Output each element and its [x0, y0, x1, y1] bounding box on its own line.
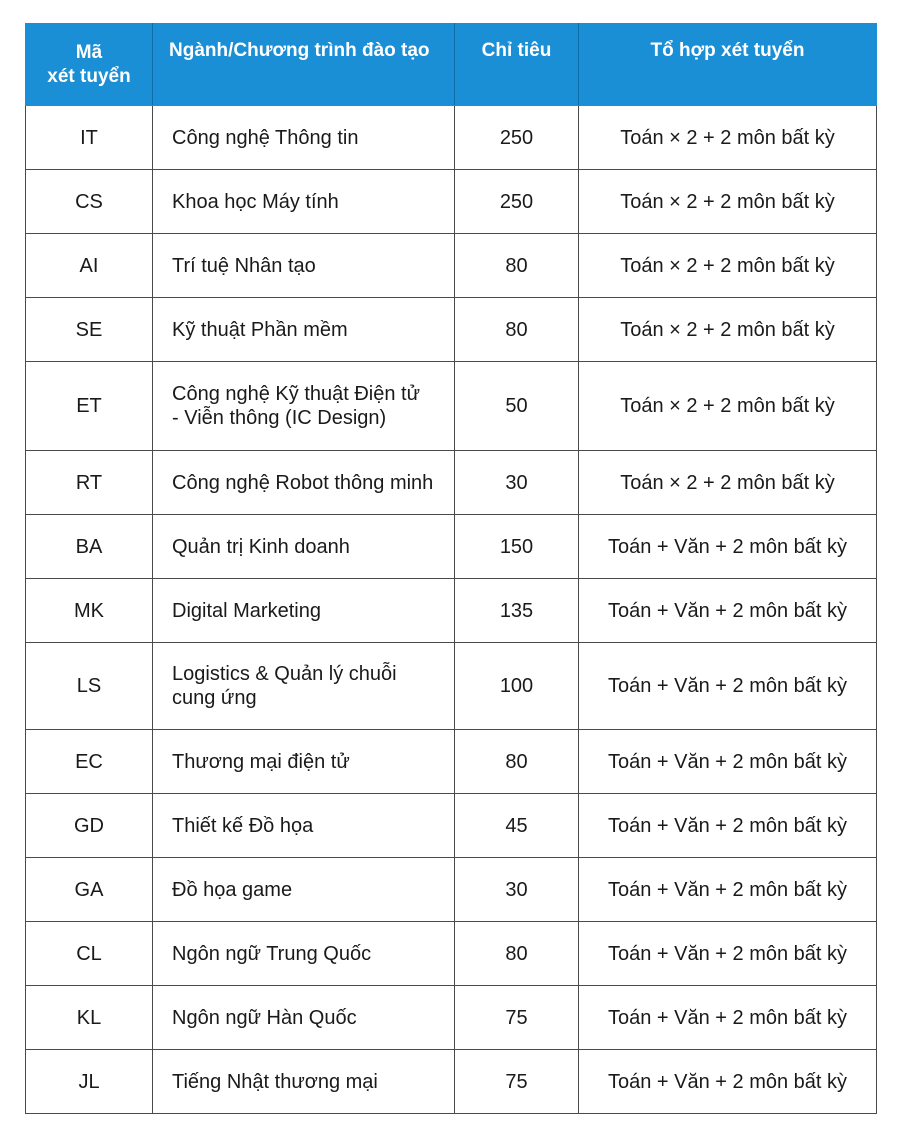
- cell-program: Khoa học Máy tính: [153, 170, 455, 234]
- cell-combo: Toán × 2 + 2 môn bất kỳ: [579, 298, 877, 362]
- cell-code: AI: [26, 234, 153, 298]
- cell-code: EC: [26, 730, 153, 794]
- cell-quota: 80: [455, 922, 579, 986]
- cell-program: Kỹ thuật Phần mềm: [153, 298, 455, 362]
- cell-code: JL: [26, 1050, 153, 1114]
- cell-code: GD: [26, 794, 153, 858]
- table-row: [26, 234, 877, 298]
- table-row: [26, 858, 877, 922]
- table-row: [26, 730, 877, 794]
- cell-program: Digital Marketing: [153, 579, 455, 643]
- cell-quota: 135: [455, 579, 579, 643]
- cell-program: Thiết kế Đồ họa: [153, 794, 455, 858]
- header-code: [26, 24, 153, 106]
- header-combo-text: Tổ hợp xét tuyển: [650, 39, 805, 61]
- table-row: [26, 515, 877, 579]
- cell-quota: 150: [455, 515, 579, 579]
- cell-code: SE: [26, 298, 153, 362]
- cell-program: Công nghệ Robot thông minh: [153, 451, 455, 515]
- cell-combo: Toán + Văn + 2 môn bất kỳ: [579, 730, 877, 794]
- cell-program: Ngôn ngữ Hàn Quốc: [153, 986, 455, 1050]
- cell-quota: 250: [455, 106, 579, 170]
- cell-quota: 45: [455, 794, 579, 858]
- cell-program: Ngôn ngữ Trung Quốc: [153, 922, 455, 986]
- cell-quota: 80: [455, 234, 579, 298]
- table-row: [26, 170, 877, 234]
- header-code-line1: Mã: [75, 41, 103, 63]
- cell-program-line2: cung ứng: [172, 687, 257, 709]
- cell-quota: 100: [455, 643, 579, 730]
- cell-combo: Toán + Văn + 2 môn bất kỳ: [579, 858, 877, 922]
- cell-code: LS: [26, 643, 153, 730]
- cell-program-line2: - Viễn thông (IC Design): [172, 407, 387, 429]
- cell-quota: 80: [455, 730, 579, 794]
- cell-combo: Toán + Văn + 2 môn bất kỳ: [579, 643, 877, 730]
- cell-quota: 50: [455, 362, 579, 451]
- cell-program: Công nghệ Thông tin: [153, 106, 455, 170]
- cell-combo: Toán × 2 + 2 môn bất kỳ: [579, 451, 877, 515]
- admissions-table: [25, 23, 877, 1114]
- cell-program: Trí tuệ Nhân tạo: [153, 234, 455, 298]
- cell-program-line1: Logistics & Quản lý chuỗi: [172, 663, 397, 685]
- cell-code: CL: [26, 922, 153, 986]
- table-row: [26, 986, 877, 1050]
- cell-quota: 75: [455, 1050, 579, 1114]
- table-row: [26, 362, 877, 451]
- table-row: [26, 643, 877, 730]
- table-row: [26, 451, 877, 515]
- cell-program: [153, 643, 455, 730]
- cell-combo: Toán + Văn + 2 môn bất kỳ: [579, 794, 877, 858]
- table-header: [26, 24, 877, 106]
- cell-combo: Toán × 2 + 2 môn bất kỳ: [579, 234, 877, 298]
- header-quota: [455, 24, 579, 106]
- header-combo: [579, 24, 877, 106]
- table-body: [26, 106, 877, 1114]
- cell-program: Thương mại điện tử: [153, 730, 455, 794]
- cell-code: ET: [26, 362, 153, 451]
- cell-combo: Toán + Văn + 2 môn bất kỳ: [579, 1050, 877, 1114]
- cell-code: MK: [26, 579, 153, 643]
- cell-combo: Toán + Văn + 2 môn bất kỳ: [579, 986, 877, 1050]
- cell-code: RT: [26, 451, 153, 515]
- cell-combo: Toán × 2 + 2 môn bất kỳ: [579, 170, 877, 234]
- cell-code: GA: [26, 858, 153, 922]
- header-program-text: Ngành/Chương trình đào tạo: [169, 39, 430, 61]
- cell-quota: 250: [455, 170, 579, 234]
- cell-program: [153, 362, 455, 451]
- cell-quota: 75: [455, 986, 579, 1050]
- cell-program: Đồ họa game: [153, 858, 455, 922]
- cell-quota: 80: [455, 298, 579, 362]
- cell-quota: 30: [455, 858, 579, 922]
- cell-program: Quản trị Kinh doanh: [153, 515, 455, 579]
- header-code-line2: xét tuyển: [47, 65, 131, 87]
- cell-combo: Toán + Văn + 2 môn bất kỳ: [579, 515, 877, 579]
- cell-combo: Toán × 2 + 2 môn bất kỳ: [579, 106, 877, 170]
- cell-program: Tiếng Nhật thương mại: [153, 1050, 455, 1114]
- cell-combo: Toán × 2 + 2 môn bất kỳ: [579, 362, 877, 451]
- cell-code: KL: [26, 986, 153, 1050]
- table-row: [26, 1050, 877, 1114]
- cell-combo: Toán + Văn + 2 môn bất kỳ: [579, 922, 877, 986]
- header-row: [26, 24, 877, 106]
- cell-code: CS: [26, 170, 153, 234]
- cell-code: BA: [26, 515, 153, 579]
- cell-code: IT: [26, 106, 153, 170]
- header-code-text: [47, 41, 130, 89]
- table-row: [26, 579, 877, 643]
- cell-quota: 30: [455, 451, 579, 515]
- cell-program-line1: Công nghệ Kỹ thuật Điện tử: [172, 383, 420, 405]
- header-quota-text: Chỉ tiêu: [481, 39, 552, 61]
- header-program: [153, 24, 455, 106]
- table-row: [26, 922, 877, 986]
- table-row: [26, 298, 877, 362]
- cell-combo: Toán + Văn + 2 môn bất kỳ: [579, 579, 877, 643]
- table-row: [26, 794, 877, 858]
- table-row: [26, 106, 877, 170]
